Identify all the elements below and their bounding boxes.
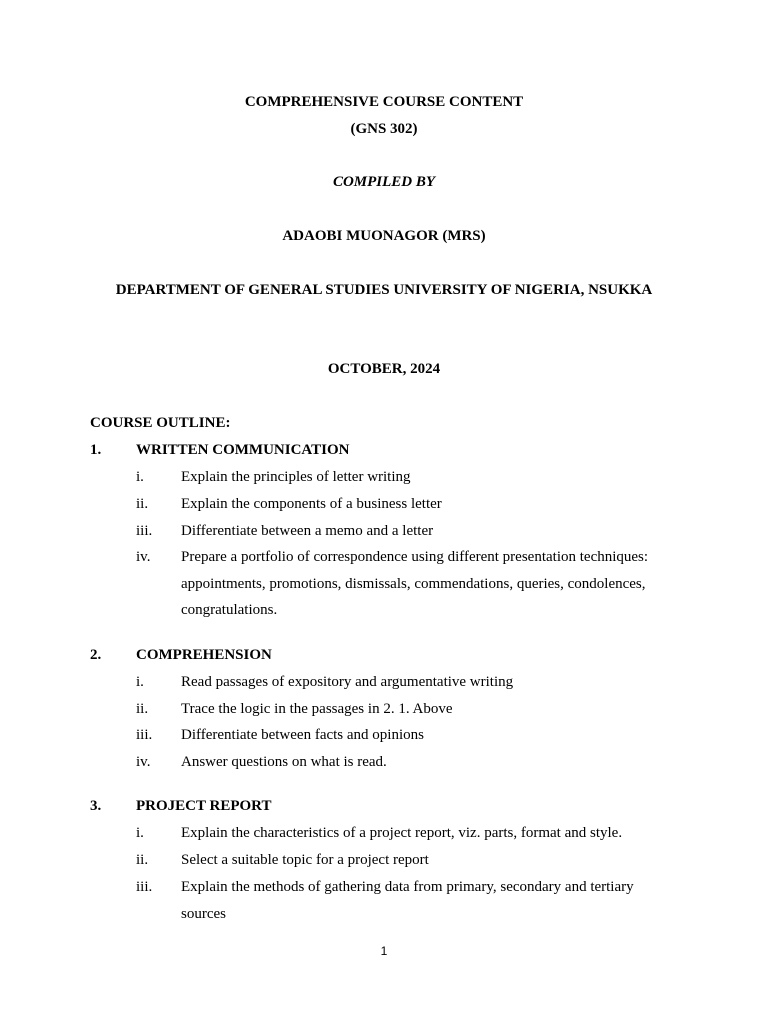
document-date: OCTOBER, 2024 (327, 361, 441, 377)
outline-item: Explain the principles of letter writing (181, 469, 411, 485)
course-code: (GNS 302) (350, 121, 418, 137)
course-outline-heading: COURSE OUTLINE: (90, 415, 231, 431)
item-numeral: iv. (136, 549, 151, 565)
outline-item: Prepare a portfolio of correspondence using different presentation techniques: appointments, promotions, dismissals, commendations, queries, condolences, congratulations. (181, 549, 649, 618)
document-title: COMPREHENSIVE COURSE CONTENT (244, 94, 524, 110)
section-title: COMPREHENSION (136, 647, 272, 663)
outline-item: Explain the components of a business letter (181, 496, 442, 512)
outline-item: Answer questions on what is read. (181, 754, 387, 770)
item-numeral: ii. (136, 852, 149, 868)
item-numeral: iii. (136, 879, 153, 895)
section-number: 2. (90, 647, 102, 663)
section-title: WRITTEN COMMUNICATION (136, 442, 350, 458)
outline-item: Read passages of expository and argumentative writing (181, 674, 514, 690)
outline-item: Differentiate between a memo and a letter (181, 523, 434, 539)
author-name: ADAOBI MUONAGOR (MRS) (282, 228, 486, 244)
item-numeral: iii. (136, 523, 153, 539)
page-number: 1 (380, 944, 388, 958)
outline-item: Trace the logic in the passages in 2. 1. Above (181, 701, 453, 717)
outline-item: Explain the characteristics of a project report, viz. parts, format and style. (181, 825, 623, 841)
item-numeral: ii. (136, 496, 149, 512)
item-numeral: i. (136, 825, 144, 841)
item-numeral: iii. (136, 727, 153, 743)
outline-item: Select a suitable topic for a project report (181, 852, 429, 868)
outline-item: Differentiate between facts and opinions (181, 727, 424, 743)
item-numeral: i. (136, 674, 144, 690)
item-numeral: i. (136, 469, 144, 485)
compiled-by-label: COMPILED BY (332, 174, 436, 190)
department-name: DEPARTMENT OF GENERAL STUDIES UNIVERSITY OF NIGERIA, NSUKKA (115, 282, 653, 298)
section-title: PROJECT REPORT (136, 798, 272, 814)
outline-item: Explain the methods of gathering data from primary, secondary and tertiary sources (181, 879, 634, 922)
item-numeral: ii. (136, 701, 149, 717)
section-number: 1. (90, 442, 102, 458)
item-numeral: iv. (136, 754, 151, 770)
section-number: 3. (90, 798, 102, 814)
